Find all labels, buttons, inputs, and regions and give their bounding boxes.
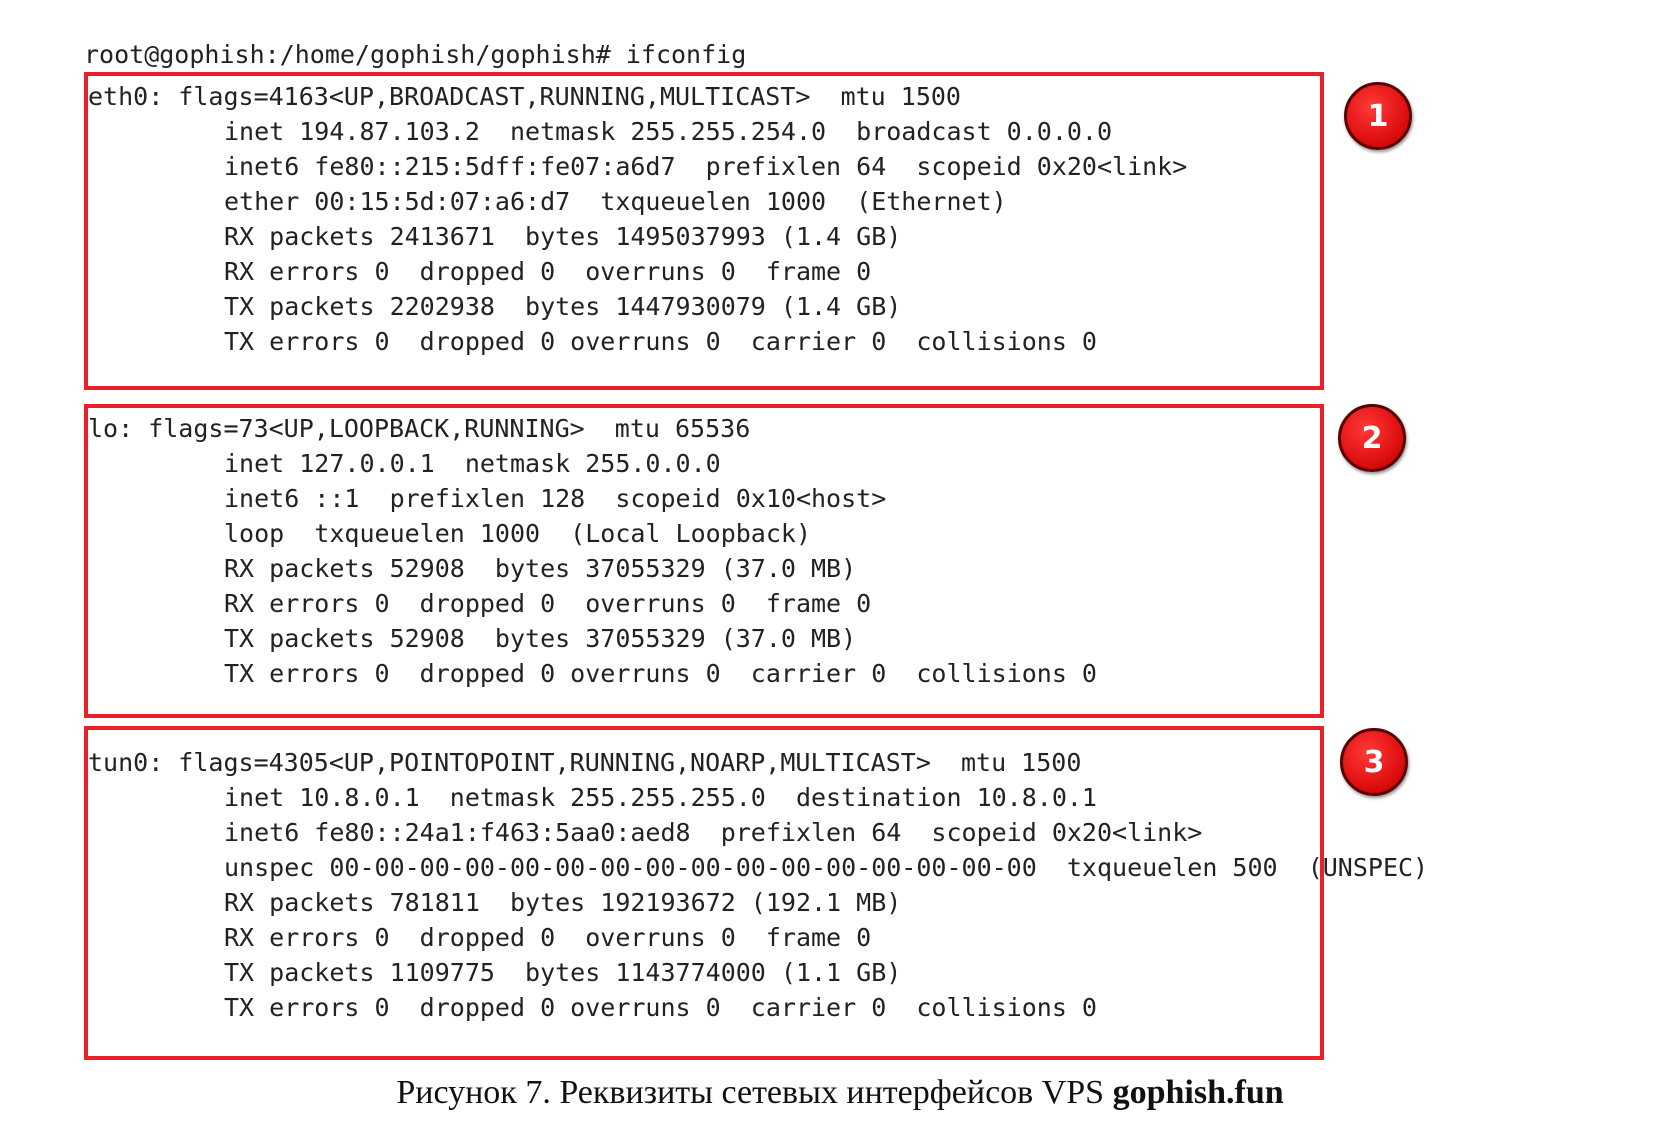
iface-detail-line: TX errors 0 dropped 0 overruns 0 carrier 0 collisions 0	[224, 327, 1097, 356]
iface-header-line: eth0: flags=4163<UP,BROADCAST,RUNNING,MULTICAST> mtu 1500	[88, 82, 961, 111]
iface-detail-line: RX packets 2413671 bytes 1495037993 (1.4 GB)	[224, 222, 902, 251]
iface-header-line: lo: flags=73<UP,LOOPBACK,RUNNING> mtu 65536	[88, 414, 751, 443]
iface-detail-line: inet6 fe80::215:5dff:fe07:a6d7 prefixlen 64 scopeid 0x20<link>	[224, 152, 1188, 181]
iface-detail-line: RX errors 0 dropped 0 overruns 0 frame 0	[224, 257, 872, 286]
iface-detail-line: RX errors 0 dropped 0 overruns 0 frame 0	[224, 589, 872, 618]
terminal-prompt: root@gophish:/home/gophish/gophish# ifconfig	[84, 40, 747, 69]
number-badge-2: 2	[1338, 404, 1406, 472]
iface-detail-line: inet 194.87.103.2 netmask 255.255.254.0 broadcast 0.0.0.0	[224, 117, 1113, 146]
figure-caption	[0, 1074, 1680, 1112]
number-badge-3: 3	[1340, 728, 1408, 796]
iface-detail-line: RX errors 0 dropped 0 overruns 0 frame 0	[224, 923, 872, 952]
interface-box-tun0	[84, 726, 1429, 1060]
iface-header-line: tun0: flags=4305<UP,POINTOPOINT,RUNNING,NOARP,MULTICAST> mtu 1500	[88, 748, 1082, 777]
iface-detail-line: loop txqueuelen 1000 (Local Loopback)	[224, 519, 811, 548]
iface-detail-line: TX errors 0 dropped 0 overruns 0 carrier 0 collisions 0	[224, 993, 1097, 1022]
number-badge-1: 1	[1344, 82, 1412, 150]
iface-detail-line: TX packets 2202938 bytes 1447930079 (1.4 GB)	[224, 292, 902, 321]
iface-detail-line: TX errors 0 dropped 0 overruns 0 carrier 0 collisions 0	[224, 659, 1097, 688]
iface-detail-line: RX packets 781811 bytes 192193672 (192.1 MB)	[224, 888, 902, 917]
iface-detail-line: inet6 fe80::24a1:f463:5aa0:aed8 prefixlen 64 scopeid 0x20<link>	[224, 818, 1203, 847]
iface-detail-line: inet 127.0.0.1 netmask 255.0.0.0	[224, 449, 721, 478]
caption-text: Рисунок 7. Реквизиты сетевых интерфейсов VPS	[396, 1074, 1113, 1111]
iface-detail-line: inet6 ::1 prefixlen 128 scopeid 0x10<host>	[224, 484, 887, 513]
iface-detail-line: unspec 00-00-00-00-00-00-00-00-00-00-00-00-00-00-00-00 txqueuelen 500 (UNSPEC)	[224, 853, 1429, 882]
interface-box-lo	[84, 404, 1324, 718]
iface-detail-line: inet 10.8.0.1 netmask 255.255.255.0 destination 10.8.0.1	[224, 783, 1097, 812]
iface-detail-line: RX packets 52908 bytes 37055329 (37.0 MB)	[224, 554, 857, 583]
interface-box-eth0	[84, 72, 1324, 390]
caption-domain: gophish.fun	[1112, 1074, 1284, 1111]
iface-detail-line: TX packets 52908 bytes 37055329 (37.0 MB)	[224, 624, 857, 653]
iface-detail-line: ether 00:15:5d:07:a6:d7 txqueuelen 1000 (Ethernet)	[224, 187, 1007, 216]
iface-detail-line: TX packets 1109775 bytes 1143774000 (1.1 GB)	[224, 958, 902, 987]
